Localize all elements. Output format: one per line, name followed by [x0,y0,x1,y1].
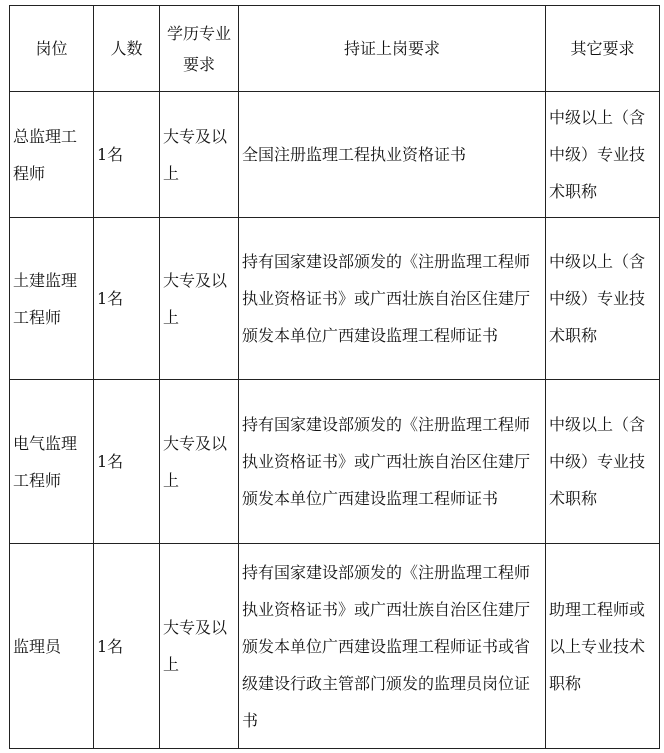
table-row [10,544,660,749]
cell-other: 中级以上（含中级）专业技术职称 [546,92,660,218]
cell-education: 大专及以上 [160,544,239,749]
cell-position: 监理员 [10,544,94,749]
table-row [10,380,660,544]
header-certificate: 持证上岗要求 [239,6,546,92]
cell-count: 1名 [94,380,160,544]
cell-position: 总监理工程师 [10,92,94,218]
cell-position: 土建监理工程师 [10,218,94,380]
cell-other: 中级以上（含中级）专业技术职称 [546,380,660,544]
table-row [10,92,660,218]
cell-certificate: 持有国家建设部颁发的《注册监理工程师执业资格证书》或广西壮族自治区住建厅颁发本单位广西建设监理工程师证书 [239,218,546,380]
cell-certificate: 全国注册监理工程执业资格证书 [239,92,546,218]
header-other: 其它要求 [546,6,660,92]
table-row [10,218,660,380]
header-education: 学历专业要求 [160,6,239,92]
table-header-row [10,6,660,92]
cell-education: 大专及以上 [160,92,239,218]
cell-other: 中级以上（含中级）专业技术职称 [546,218,660,380]
cell-count: 1名 [94,92,160,218]
requirements-table [9,5,660,749]
cell-certificate: 持有国家建设部颁发的《注册监理工程师执业资格证书》或广西壮族自治区住建厅颁发本单位广西建设监理工程师证书 [239,380,546,544]
cell-count: 1名 [94,218,160,380]
header-position: 岗位 [10,6,94,92]
cell-certificate: 持有国家建设部颁发的《注册监理工程师执业资格证书》或广西壮族自治区住建厅颁发本单位广西建设监理工程师证书或省级建设行政主管部门颁发的监理员岗位证书 [239,544,546,749]
cell-education: 大专及以上 [160,218,239,380]
header-count: 人数 [94,6,160,92]
cell-count: 1名 [94,544,160,749]
cell-education: 大专及以上 [160,380,239,544]
cell-other: 助理工程师或以上专业技术职称 [546,544,660,749]
cell-position: 电气监理工程师 [10,380,94,544]
